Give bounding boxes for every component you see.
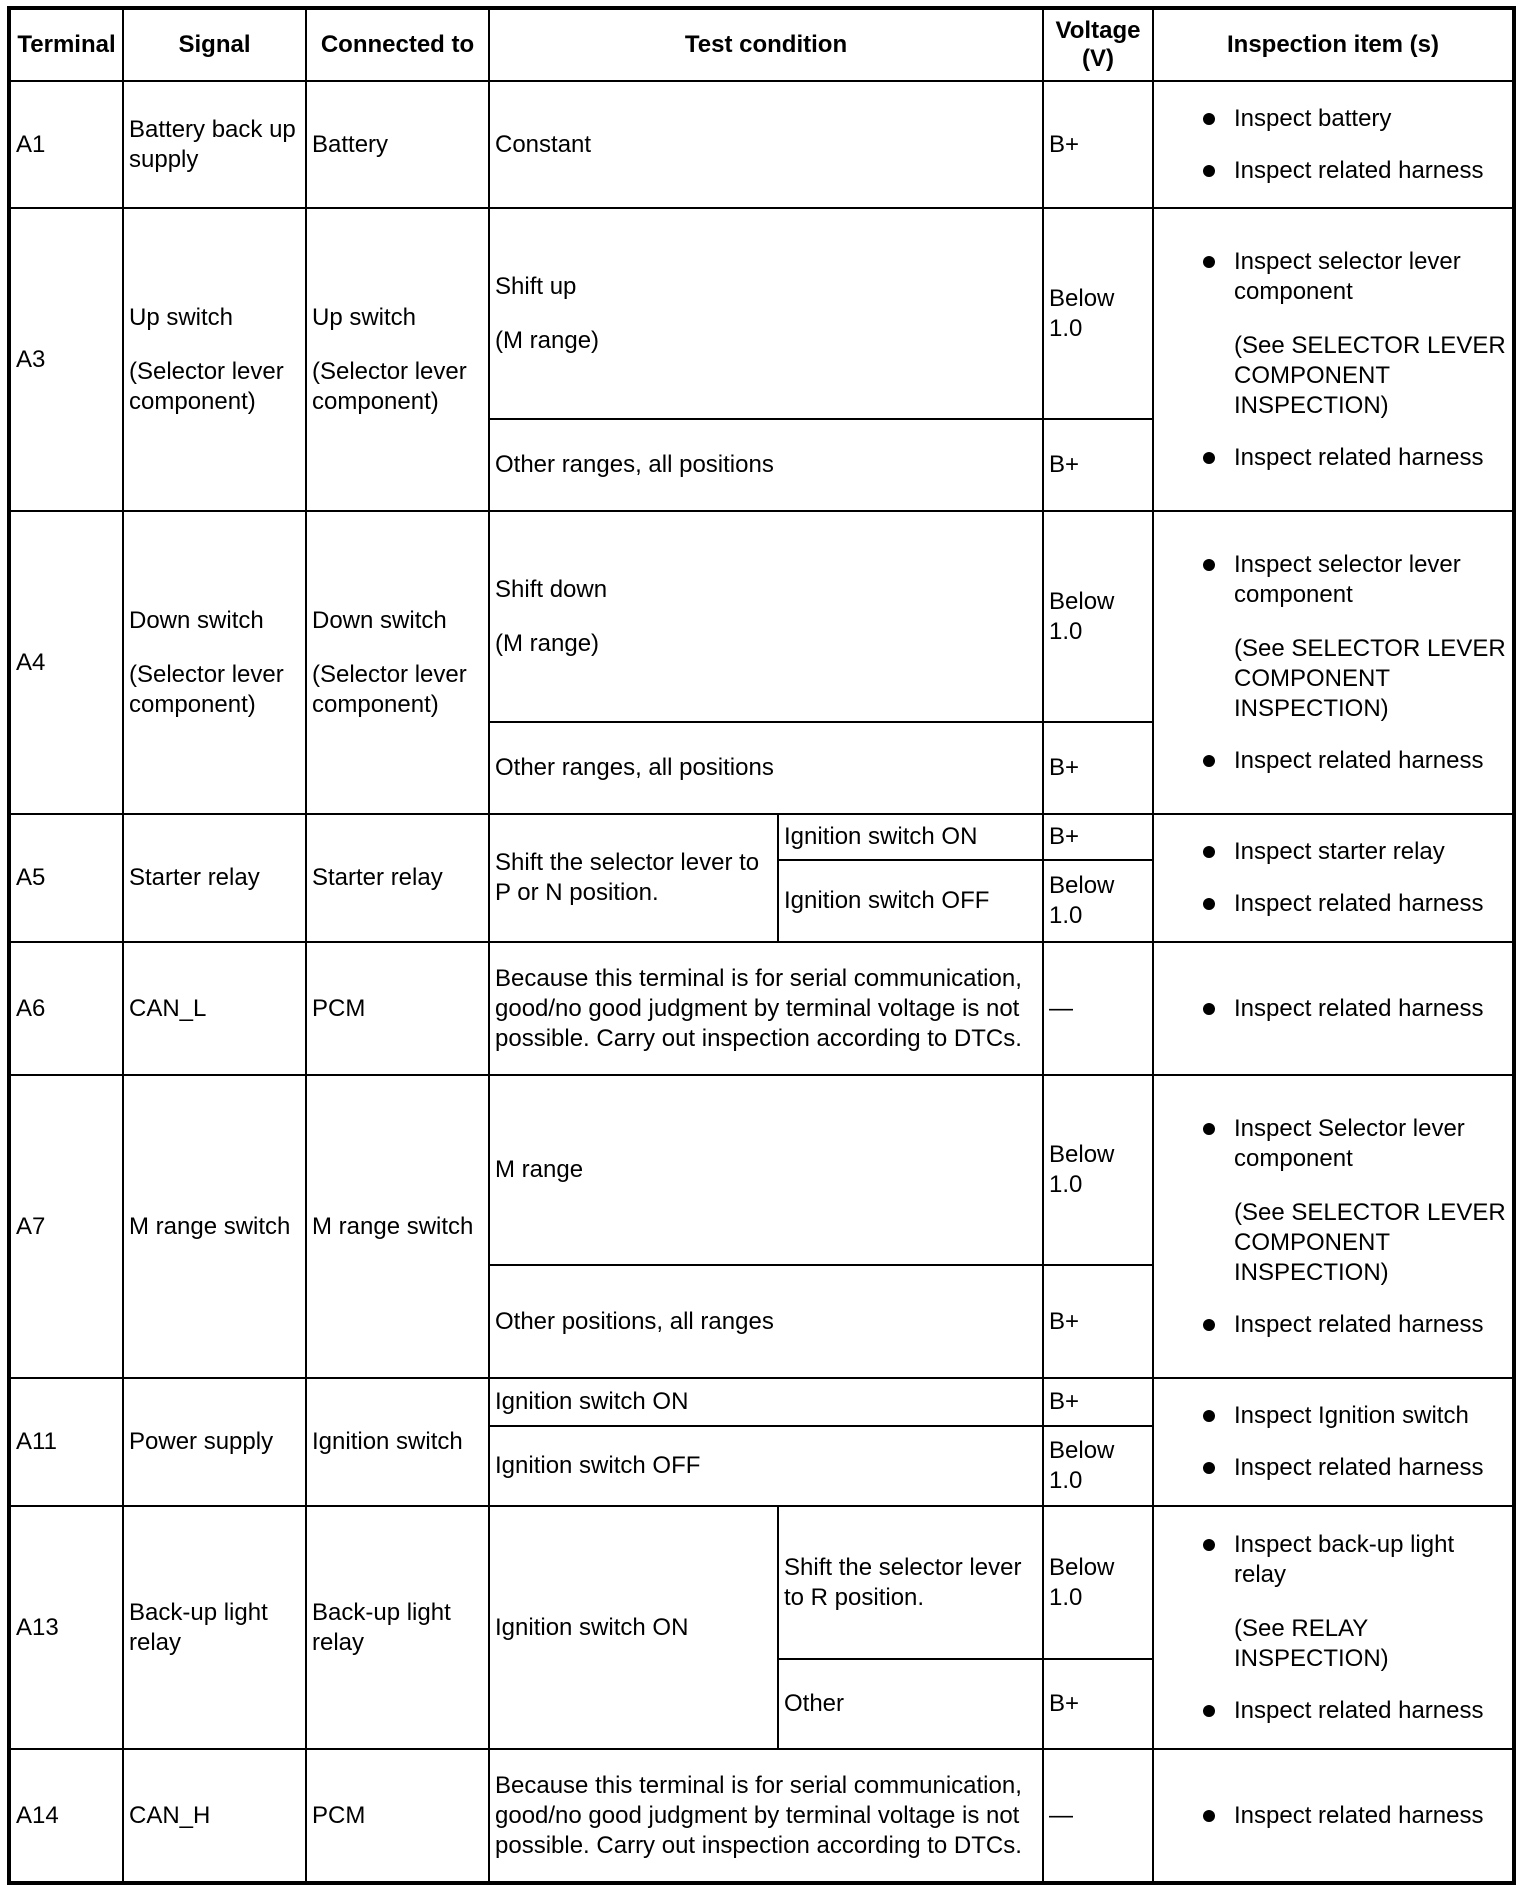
voltage-cell: B+ [1043,722,1153,814]
header-voltage: Voltage (V) [1043,8,1153,81]
bullet-icon [1203,1319,1215,1331]
voltage-cell: B+ [1043,419,1153,511]
bullet-icon [1203,113,1215,125]
inspection-item: Inspect related harness [1154,1310,1508,1340]
voltage-cell: Below 1.0 [1043,1075,1153,1265]
voltage-cell: B+ [1043,1265,1153,1378]
inspection-item: Inspect related harness [1154,889,1508,919]
table-row [9,1749,1514,1883]
voltage-cell: B+ [1043,814,1153,860]
condition-cell: Because this terminal is for serial communication, good/no good judgment by terminal voltage is not possible. Carry out inspection according to DTCs. [489,942,1043,1075]
voltage-cell: Below 1.0 [1043,208,1153,419]
terminal-cell: A5 [9,814,123,942]
bullet-icon [1203,452,1215,464]
terminal-cell: A3 [9,208,123,511]
terminal-cell: A6 [9,942,123,1075]
condition-cell: Shift down (M range) [489,511,1043,722]
inspection-item: Inspect battery [1154,104,1508,134]
bullet-icon [1203,1462,1215,1474]
subcondition-cell: Shift the selector lever to R position. [778,1506,1043,1659]
table-row [9,1075,1514,1265]
connected-cell: Down switch (Selector lever component) [306,511,489,814]
signal-cell: Back-up light relay [123,1506,306,1749]
connected-cell: Up switch (Selector lever component) [306,208,489,511]
header-signal: Signal [123,8,306,81]
voltage-cell: — [1043,942,1153,1075]
signal-cell: Starter relay [123,814,306,942]
inspection-item: Inspect related harness [1154,1696,1508,1726]
condition-cell: Other positions, all ranges [489,1265,1043,1378]
inspection-item: Inspect related harness [1154,1453,1508,1483]
inspection-item: Inspect back-up light relay (See RELAY INSPECTION) [1154,1530,1508,1674]
terminal-voltage-table [7,6,1516,1885]
voltage-cell: Below 1.0 [1043,1506,1153,1659]
inspection-cell [1153,1749,1514,1883]
header-connected-to: Connected to [306,8,489,81]
bullet-icon [1203,1810,1215,1822]
condition-cell: Shift up (M range) [489,208,1043,419]
subcondition-cell: Other [778,1659,1043,1749]
terminal-cell: A7 [9,1075,123,1378]
inspection-item: Inspect Selector lever component (See SELECTOR LEVER COMPONENT INSPECTION) [1154,1114,1508,1288]
inspection-cell [1153,208,1514,511]
voltage-cell: B+ [1043,1378,1153,1426]
inspection-item: Inspect selector lever component (See SELECTOR LEVER COMPONENT INSPECTION) [1154,550,1508,724]
condition-cell: Ignition switch ON [489,1506,778,1749]
signal-cell: M range switch [123,1075,306,1378]
signal-cell: Battery back up supply [123,81,306,208]
terminal-cell: A1 [9,81,123,208]
inspection-item: Inspect selector lever component (See SELECTOR LEVER COMPONENT INSPECTION) [1154,247,1508,421]
table-row [9,1378,1514,1426]
connected-cell: Battery [306,81,489,208]
condition-cell: M range [489,1075,1043,1265]
terminal-cell: A11 [9,1378,123,1506]
terminal-cell: A14 [9,1749,123,1883]
connected-cell: Back-up light relay [306,1506,489,1749]
inspection-cell [1153,81,1514,208]
table-row [9,942,1514,1075]
terminal-cell: A4 [9,511,123,814]
header-row [9,8,1514,81]
header-test-condition: Test condition [489,8,1043,81]
condition-cell: Ignition switch ON [489,1378,1043,1426]
condition-cell: Shift the selector lever to P or N position. [489,814,778,942]
table-row [9,511,1514,722]
subcondition-cell: Ignition switch OFF [778,860,1043,942]
connected-cell: Starter relay [306,814,489,942]
header-inspection: Inspection item (s) [1153,8,1514,81]
inspection-cell [1153,1506,1514,1749]
inspection-item: Inspect starter relay [1154,837,1508,867]
bullet-icon [1203,165,1215,177]
bullet-icon [1203,1123,1215,1135]
condition-cell: Constant [489,81,1043,208]
voltage-cell: Below 1.0 [1043,860,1153,942]
connected-cell: Ignition switch [306,1378,489,1506]
inspection-cell [1153,511,1514,814]
bullet-icon [1203,898,1215,910]
bullet-icon [1203,1705,1215,1717]
table-row [9,81,1514,208]
header-terminal: Terminal [9,8,123,81]
bullet-icon [1203,1003,1215,1015]
voltage-cell: Below 1.0 [1043,1426,1153,1506]
inspection-cell [1153,942,1514,1075]
condition-cell: Ignition switch OFF [489,1426,1043,1506]
signal-cell: Up switch (Selector lever component) [123,208,306,511]
voltage-cell: — [1043,1749,1153,1883]
voltage-cell: B+ [1043,1659,1153,1749]
inspection-item: Inspect related harness [1154,746,1508,776]
inspection-item: Inspect related harness [1154,994,1508,1024]
table-row [9,814,1514,860]
bullet-icon [1203,256,1215,268]
voltage-cell: B+ [1043,81,1153,208]
signal-cell: CAN_H [123,1749,306,1883]
table-row [9,208,1514,419]
condition-cell: Other ranges, all positions [489,722,1043,814]
inspection-item: Inspect related harness [1154,156,1508,186]
inspection-cell [1153,1075,1514,1378]
bullet-icon [1203,1410,1215,1422]
bullet-icon [1203,846,1215,858]
connected-cell: M range switch [306,1075,489,1378]
terminal-cell: A13 [9,1506,123,1749]
bullet-icon [1203,755,1215,767]
inspection-cell [1153,814,1514,942]
signal-cell: Power supply [123,1378,306,1506]
inspection-item: Inspect related harness [1154,443,1508,473]
table-row [9,1506,1514,1659]
bullet-icon [1203,559,1215,571]
inspection-cell [1153,1378,1514,1506]
connected-cell: PCM [306,942,489,1075]
voltage-cell: Below 1.0 [1043,511,1153,722]
subcondition-cell: Ignition switch ON [778,814,1043,860]
condition-cell: Because this terminal is for serial communication, good/no good judgment by terminal voltage is not possible. Carry out inspection according to DTCs. [489,1749,1043,1883]
signal-cell: CAN_L [123,942,306,1075]
connected-cell: PCM [306,1749,489,1883]
inspection-item: Inspect related harness [1154,1801,1508,1831]
bullet-icon [1203,1539,1215,1551]
signal-cell: Down switch (Selector lever component) [123,511,306,814]
inspection-item: Inspect Ignition switch [1154,1401,1508,1431]
condition-cell: Other ranges, all positions [489,419,1043,511]
